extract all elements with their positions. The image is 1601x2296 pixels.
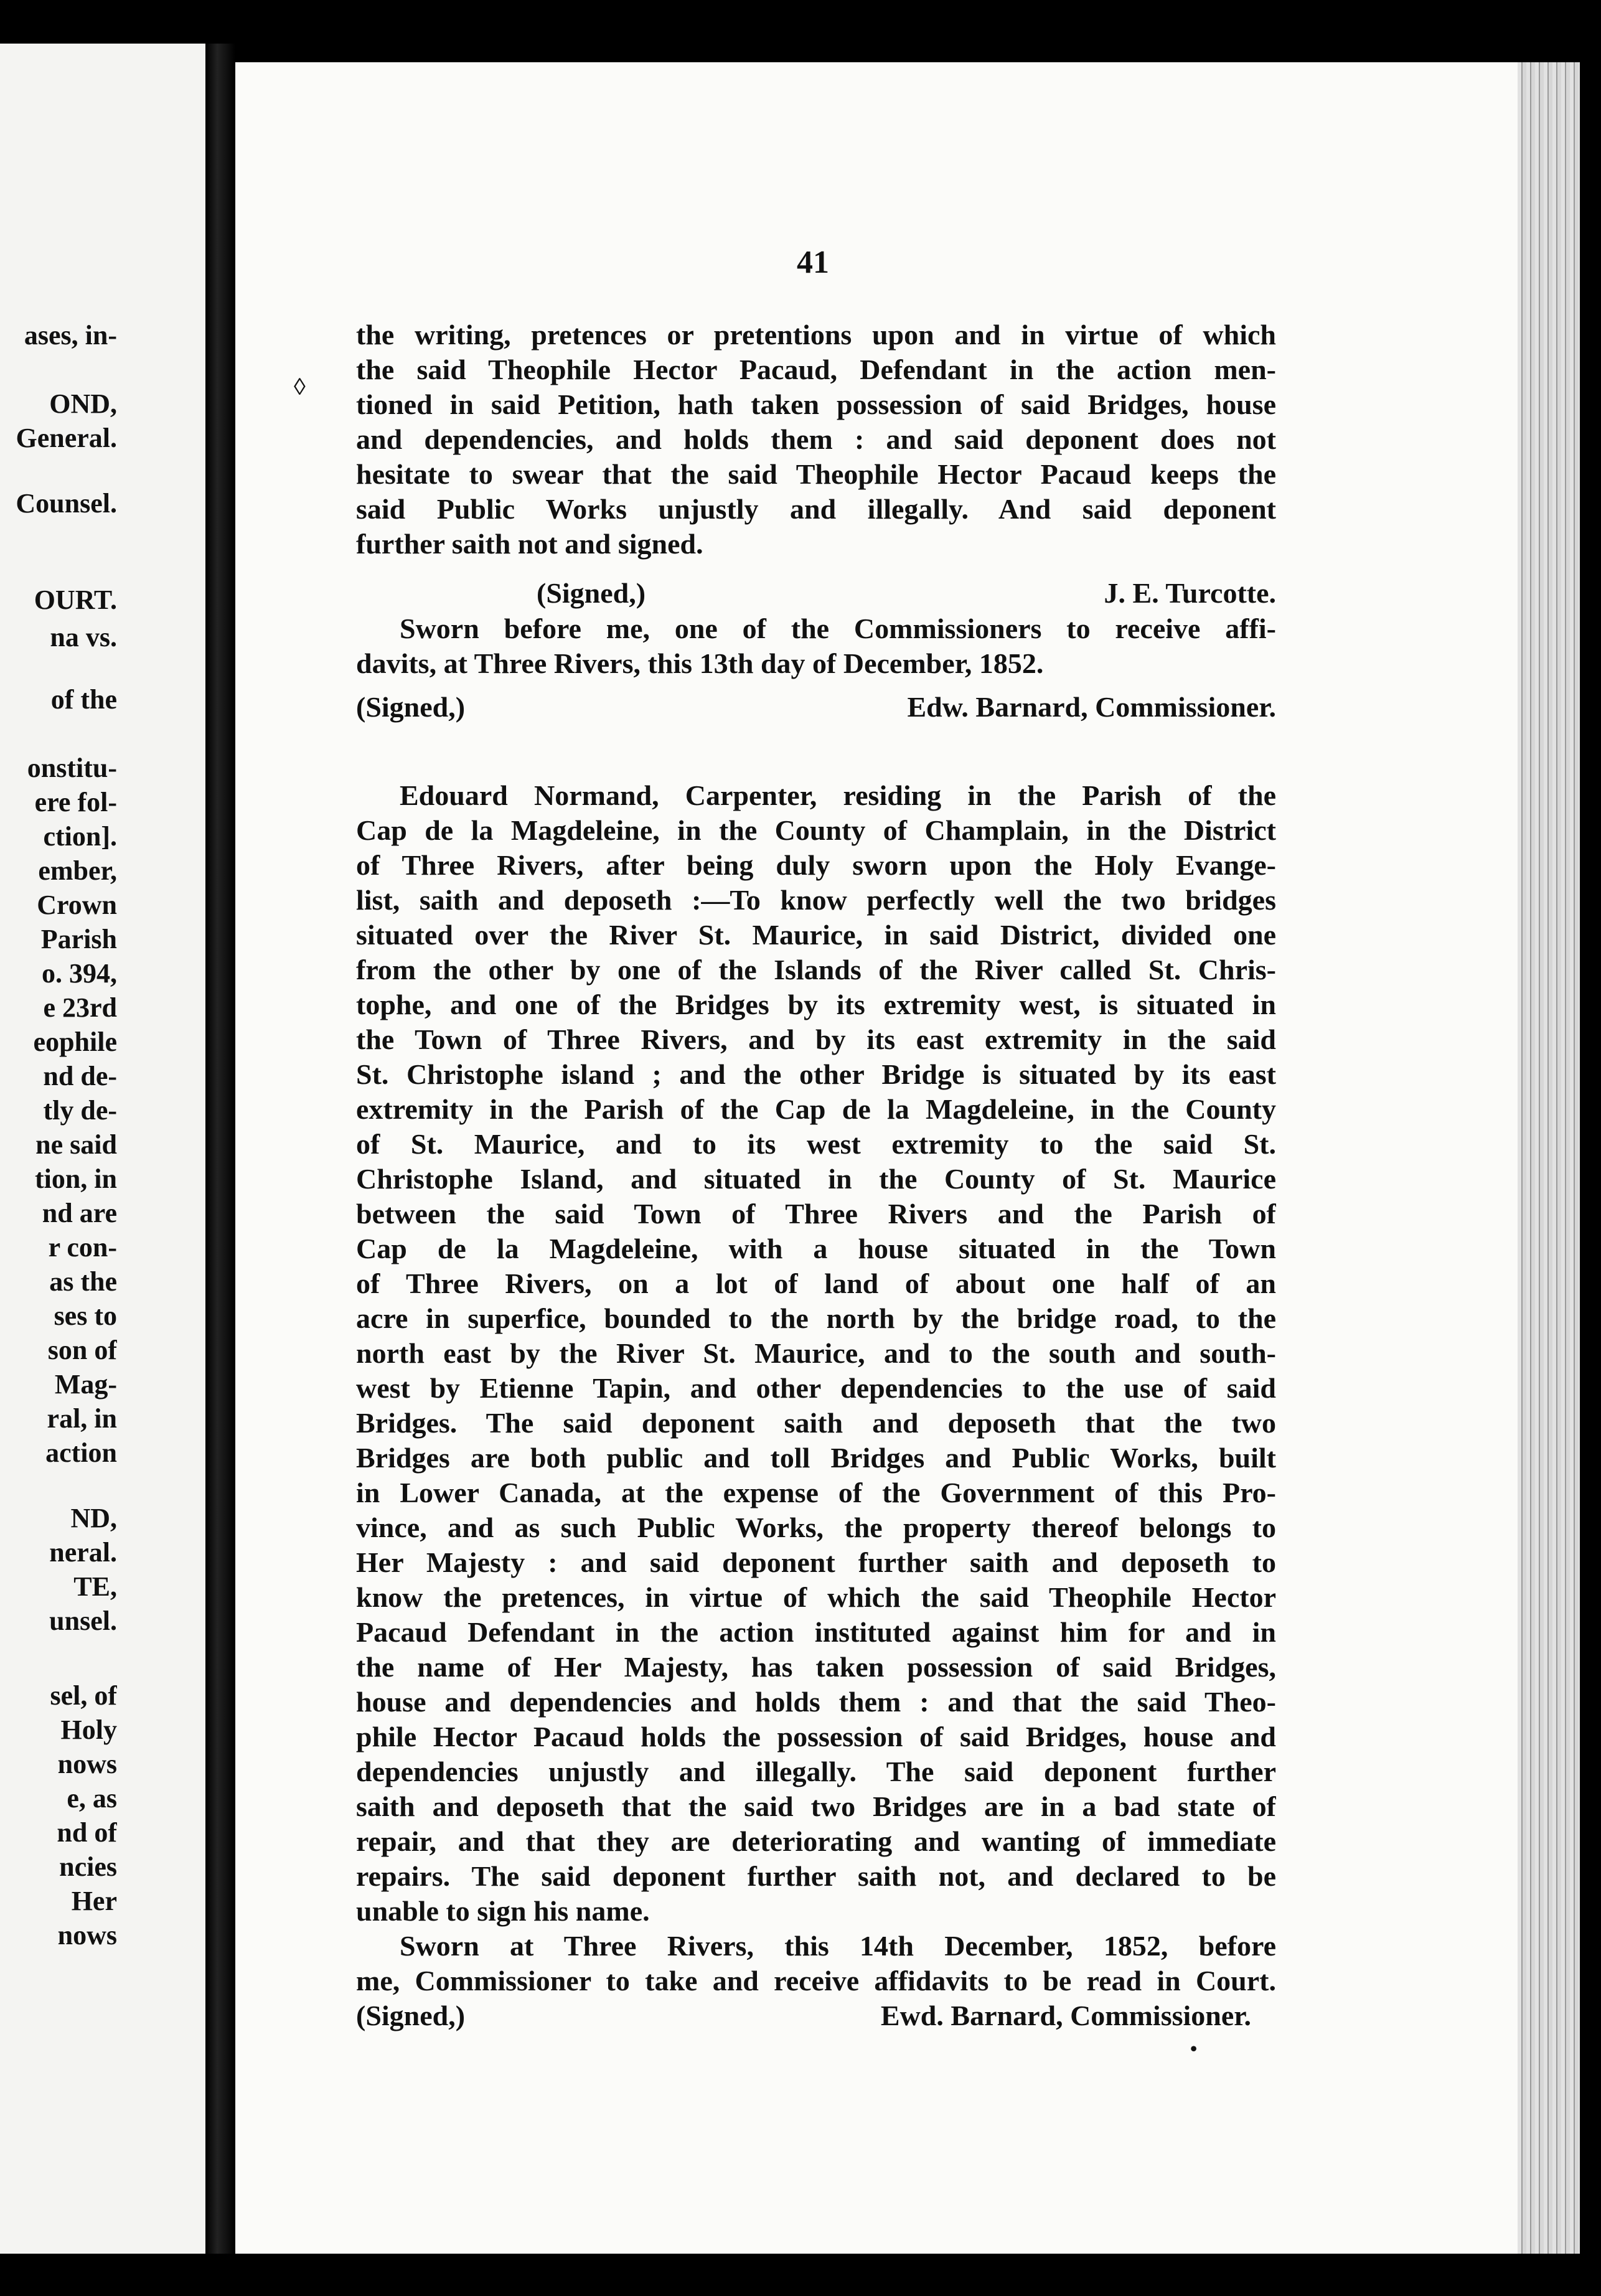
margin-text-line: neral. [49, 1537, 117, 1568]
margin-text-line: General. [16, 423, 117, 453]
text-line: west by Etienne Tapin, and other dependencies to the use of said [356, 1372, 1276, 1404]
margin-text-line: son of [47, 1335, 117, 1365]
text-line: the Town of Three Rivers, and by its east extremity in the said [356, 1023, 1276, 1055]
signed-label: (Signed,) [537, 577, 646, 609]
signed-label: (Signed,) [356, 691, 466, 723]
text-line: Cap de la Magdeleine, in the County of Champlain, in the District [356, 814, 1276, 846]
text-line: the writing, pretences or pretentions upon and in virtue of which [356, 319, 1276, 351]
margin-text-line: Holy [60, 1715, 117, 1745]
margin-text-line: OND, [49, 388, 117, 419]
text-line: tophe, and one of the Bridges by its extremity west, is situated in [356, 989, 1276, 1020]
margin-mark: ◊ [294, 374, 306, 400]
book-gutter [205, 44, 235, 2254]
text-line: Sworn at Three Rivers, this 14th December, 1852, before [400, 1930, 1276, 1962]
text-line: repair, and that they are deteriorating and wanting of immediate [356, 1825, 1276, 1857]
text-line: davits, at Three Rivers, this 13th day of December, 1852. [356, 647, 1044, 679]
text-line: St. Christophe island ; and the other Bridge is situated by its east [356, 1058, 1276, 1090]
text-line: phile Hector Pacaud holds the possession of said Bridges, house and [356, 1721, 1276, 1753]
text-line: further saith not and signed. [356, 528, 703, 560]
margin-text-line: o. 394, [42, 958, 117, 989]
text-line: house and dependencies and holds them : and that the said Theo- [356, 1686, 1276, 1718]
signer-name: J. E. Turcotte. [1104, 577, 1276, 609]
text-line: Her Majesty : and said deponent further saith and deposeth to [356, 1546, 1276, 1578]
page-number: 41 [797, 245, 829, 280]
margin-text-line: e 23rd [43, 992, 117, 1023]
margin-text-line: tly de- [43, 1095, 117, 1126]
margin-text-line: na vs. [50, 622, 117, 652]
margin-text-line: nd de- [43, 1061, 117, 1091]
text-line: said Public Works unjustly and illegally. And said deponent [356, 493, 1276, 525]
text-line: know the pretences, in virtue of which the said Theophile Hector [356, 1581, 1276, 1613]
margin-text-line: ction]. [43, 821, 117, 852]
margin-text-line: TE, [73, 1571, 117, 1602]
margin-text-line: Counsel. [16, 488, 117, 519]
margin-text-line: ne said [35, 1129, 117, 1160]
margin-text-line: e, as [67, 1783, 117, 1814]
text-line: from the other by one of the Islands of the River called St. Chris- [356, 954, 1276, 986]
text-line: hesitate to swear that the said Theophile Hector Pacaud keeps the [356, 458, 1276, 490]
sworn-statement-1 [356, 611, 1276, 681]
margin-text-line: ral, in [47, 1403, 117, 1434]
margin-text-line: as the [49, 1266, 117, 1297]
text-line: tioned in said Petition, hath taken possession of said Bridges, house [356, 388, 1276, 420]
text-line: dependencies unjustly and illegally. The said deponent further [356, 1756, 1276, 1787]
signature-commissioner-2 [356, 1998, 1276, 2033]
text-line: Bridges. The said deponent saith and deposeth that the two [356, 1407, 1276, 1439]
margin-text-line: tion, in [34, 1164, 117, 1194]
text-line: north east by the River St. Maurice, and to the south and south- [356, 1337, 1276, 1369]
text-line: Christophe Island, and situated in the County of St. Maurice [356, 1163, 1276, 1195]
text-line: Cap de la Magdeleine, with a house situated in the Town [356, 1233, 1276, 1264]
text-line: acre in superfice, bounded to the north by the bridge road, to the [356, 1302, 1276, 1334]
text-line: Bridges are both public and toll Bridges and Public Works, built [356, 1442, 1276, 1474]
margin-text-line: nd are [42, 1198, 117, 1228]
margin-text-line: eophile [33, 1027, 117, 1057]
text-line: the said Theophile Hector Pacaud, Defendant in the action men- [356, 354, 1276, 385]
text-line: saith and deposeth that the said two Bridges are in a bad state of [356, 1790, 1276, 1822]
text-line: of Three Rivers, after being duly sworn upon the Holy Evange- [356, 849, 1276, 881]
margin-text-line: onstitu- [27, 753, 117, 783]
margin-text-line: unsel. [49, 1606, 117, 1636]
text-line: Edouard Normand, Carpenter, residing in the Parish of the [400, 779, 1276, 811]
text-line: unable to sign his name. [356, 1895, 650, 1927]
sworn-statement-2 [356, 1929, 1276, 1998]
text-line: and dependencies, and holds them : and said deponent does not [356, 423, 1276, 455]
margin-text-line: ember, [38, 855, 117, 886]
signature-turcotte [356, 576, 1276, 611]
text-line: me, Commissioner to take and receive affidavits to be read in Court. [356, 1965, 1276, 1997]
text-line: between the said Town of Three Rivers and the Parish of [356, 1198, 1276, 1230]
affidavit-normand [356, 778, 1276, 1929]
text-line: of St. Maurice, and to its west extremity to the said St. [356, 1128, 1276, 1160]
text-line: situated over the River St. Maurice, in said District, divided one [356, 919, 1276, 951]
text-line: Sworn before me, one of the Commissioners to receive affi- [400, 613, 1276, 644]
margin-text-line: r con- [48, 1232, 117, 1263]
margin-text-line: nows [57, 1920, 117, 1950]
text-line: extremity in the Parish of the Cap de la Magdeleine, in the County [356, 1093, 1276, 1125]
text-line: Pacaud Defendant in the action instituted against him for and in [356, 1616, 1276, 1648]
margin-text-line: nows [57, 1749, 117, 1779]
signed-label: (Signed,) [356, 2000, 466, 2031]
margin-text-line: ses to [54, 1301, 117, 1331]
text-line: repairs. The said deponent further saith not, and declared to be [356, 1860, 1276, 1892]
signature-commissioner-1 [356, 690, 1276, 725]
commissioner-name: Ewd. Barnard, Commissioner. [880, 2000, 1251, 2031]
margin-text-line: ND, [70, 1503, 117, 1533]
margin-text-line: of the [50, 684, 117, 715]
text-line: in Lower Canada, at the expense of the Government of this Pro- [356, 1477, 1276, 1508]
margin-text-line: Her [71, 1886, 117, 1916]
margin-text-line: ncies [59, 1851, 117, 1882]
margin-text-line: nd of [57, 1817, 117, 1848]
margin-text-line: Crown [37, 890, 117, 920]
margin-text-line: OURT. [34, 585, 117, 615]
commissioner-name: Edw. Barnard, Commissioner. [907, 691, 1276, 723]
page-edges [1518, 62, 1580, 2254]
margin-text-line: action [45, 1437, 117, 1468]
text-line: vince, and as such Public Works, the property thereof belongs to [356, 1512, 1276, 1543]
margin-text-line: Parish [40, 924, 117, 954]
ink-dot-mark: • [1190, 2037, 1198, 2059]
margin-text-line: Mag- [54, 1369, 117, 1400]
margin-text-line: ases, in- [24, 320, 117, 351]
text-line: the name of Her Majesty, has taken possession of said Bridges, [356, 1651, 1276, 1683]
margin-text-line: sel, of [50, 1680, 117, 1711]
text-line: of Three Rivers, on a lot of land of about one half of an [356, 1268, 1276, 1299]
text-line: list, saith and deposeth :—To know perfectly well the two bridges [356, 884, 1276, 916]
margin-text-line: ere fol- [34, 787, 117, 817]
paragraph-continuation [356, 318, 1276, 562]
